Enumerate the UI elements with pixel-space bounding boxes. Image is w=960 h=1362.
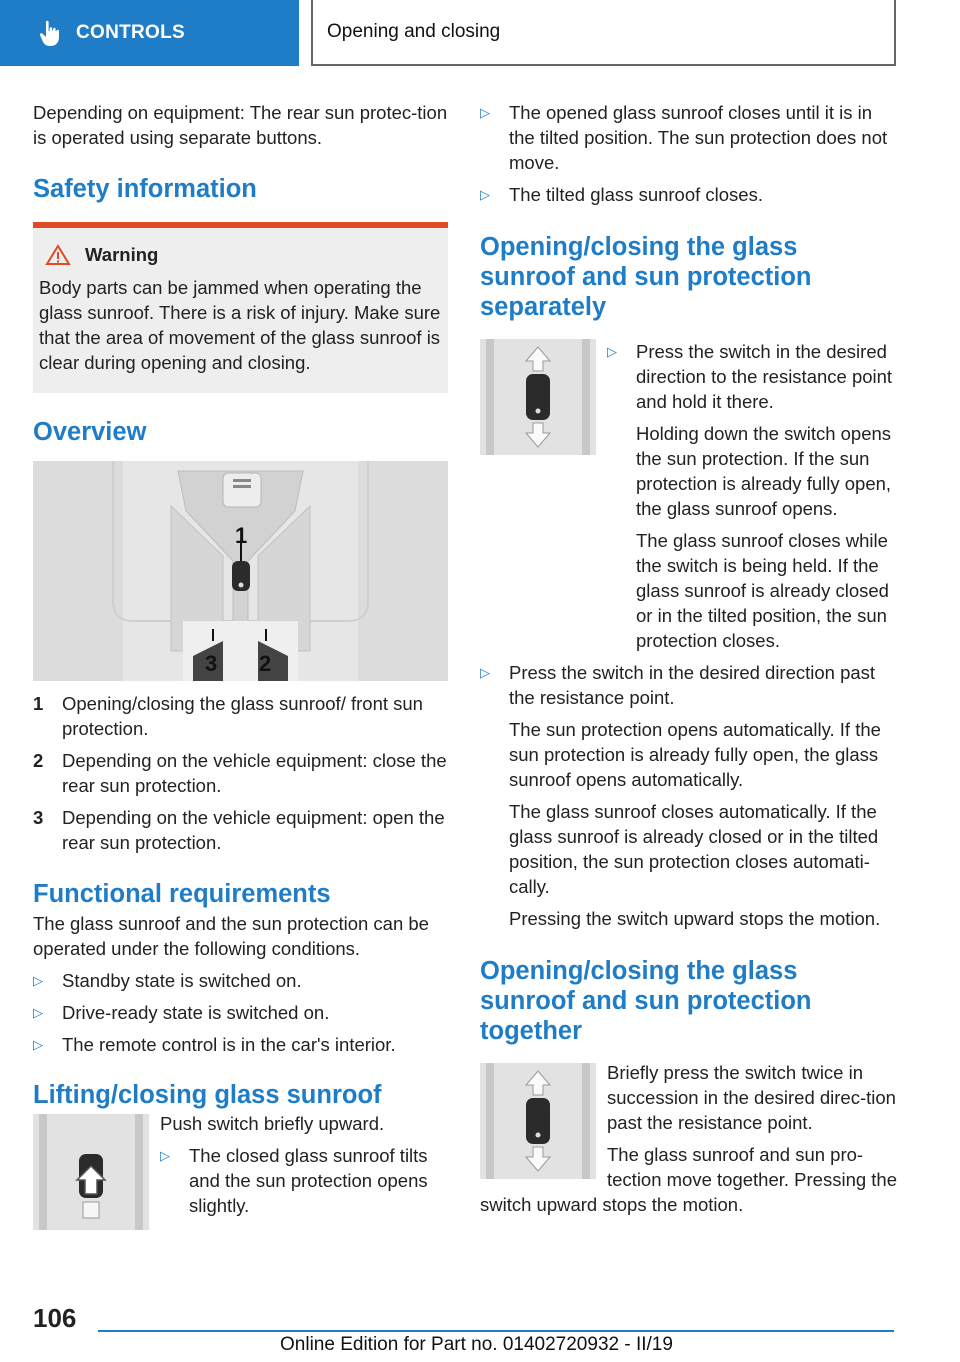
- warning-box: [33, 222, 448, 393]
- list-item: ▷ The tilted glass sunroof closes.: [480, 182, 898, 207]
- list-item: ▷ Press the switch in the desired direction past the resistance point. The sun protection opens automatically. If the sun protection is already fully open, the glass sunroof opens automatically. The glass sunroof closes automatically. If the glass sunroof is already closed or in the tilted position, the sun protection closes automati‐cally. Pressing the switch upward stops the motion.: [480, 660, 898, 931]
- switch-both-image-2: [480, 1063, 596, 1179]
- list-item: ▷ The closed glass sunroof tilts and the sun protection opens slightly.: [160, 1143, 448, 1218]
- list-item: 2 Depending on the vehicle equipment: close the rear sun protection.: [33, 750, 447, 796]
- lift-section: [33, 1111, 448, 1230]
- together-text-1: Briefly press the switch twice in succession in the desired direc‐tion past the resistance point.: [607, 1062, 896, 1133]
- functional-text: The glass sunroof and the sun protection can be operated under the following conditions.: [33, 913, 429, 959]
- page-number: 106: [33, 1303, 77, 1333]
- list-item: ▷ Press the switch in the desired direction to the resistance point and hold it there. Holding down the switch opens the sun protection. If the sun protection is already fully open, the glass sunroof opens. The glass sunroof closes while the switch is being held. If the glass sunroof is already closed or in the tilted position, the sun protection closes.: [607, 339, 898, 653]
- list-item: 1 Opening/closing the glass sunroof/ front sun protection.: [33, 693, 423, 739]
- functional-heading: Functional requirements: [33, 880, 331, 908]
- warning-text: Body parts can be jammed when operating the glass sunroof. There is a risk of injury. Make sure that the area of movement of the glass sunroof is clear during opening and closing.: [39, 277, 441, 373]
- intro-text: Depending on equipment: The rear sun protec‐tion is operated using separate buttons.: [33, 102, 448, 148]
- section-label: CONTROLS: [76, 22, 186, 43]
- separately-heading: Opening/closing the glass sunroof and sun protection separately: [480, 233, 812, 321]
- functional-list: [33, 968, 448, 1057]
- overview-list: [33, 691, 448, 855]
- together-text-2: The glass sunroof and sun pro‐tection move together. Pressing the switch upward stops the motion.: [480, 1144, 898, 1215]
- left-column: [33, 100, 448, 1230]
- lift-heading: Lifting/closing glass sunroof: [33, 1081, 382, 1109]
- lift-text: Push switch briefly upward.: [160, 1113, 385, 1134]
- warning-triangle-icon: [45, 244, 71, 266]
- overview-image: [33, 461, 448, 681]
- section-tab: [0, 0, 299, 66]
- warning-title: Warning: [85, 244, 159, 265]
- together-heading: Opening/closing the glass sunroof and sun protection together: [480, 957, 812, 1045]
- together-section: [480, 1060, 898, 1217]
- list-item: ▷ The remote control is in the car's interior.: [33, 1032, 448, 1057]
- hand-pointer-icon: [38, 19, 64, 47]
- callout-3: 3: [205, 651, 218, 676]
- list-item: ▷ Drive-ready state is switched on.: [33, 1000, 448, 1025]
- list-item: ▷ Standby state is switched on.: [33, 968, 448, 993]
- edition-text: Online Edition for Part no. 01402720932 - II/19: [280, 1334, 673, 1355]
- switch-both-image: [480, 339, 596, 455]
- callout-1: 1: [235, 523, 248, 548]
- right-column: [480, 100, 898, 1217]
- list-item: 3 Depending on the vehicle equipment: open the rear sun protection.: [33, 807, 445, 853]
- lift-list: [160, 1143, 448, 1218]
- footer-divider: [98, 1330, 894, 1332]
- overview-heading: Overview: [33, 418, 147, 446]
- separately-list-b: [480, 660, 898, 931]
- page-title: Opening and closing: [311, 0, 896, 66]
- callout-2: 2: [259, 651, 272, 676]
- safety-heading: Safety information: [33, 175, 257, 203]
- switch-up-image: [33, 1114, 149, 1230]
- separately-list-a: [607, 339, 898, 653]
- continued-list: [480, 100, 898, 207]
- separately-section: [480, 339, 898, 653]
- list-item: ▷ The opened glass sunroof closes until it is in the tilted position. The sun protection does not move.: [480, 100, 898, 175]
